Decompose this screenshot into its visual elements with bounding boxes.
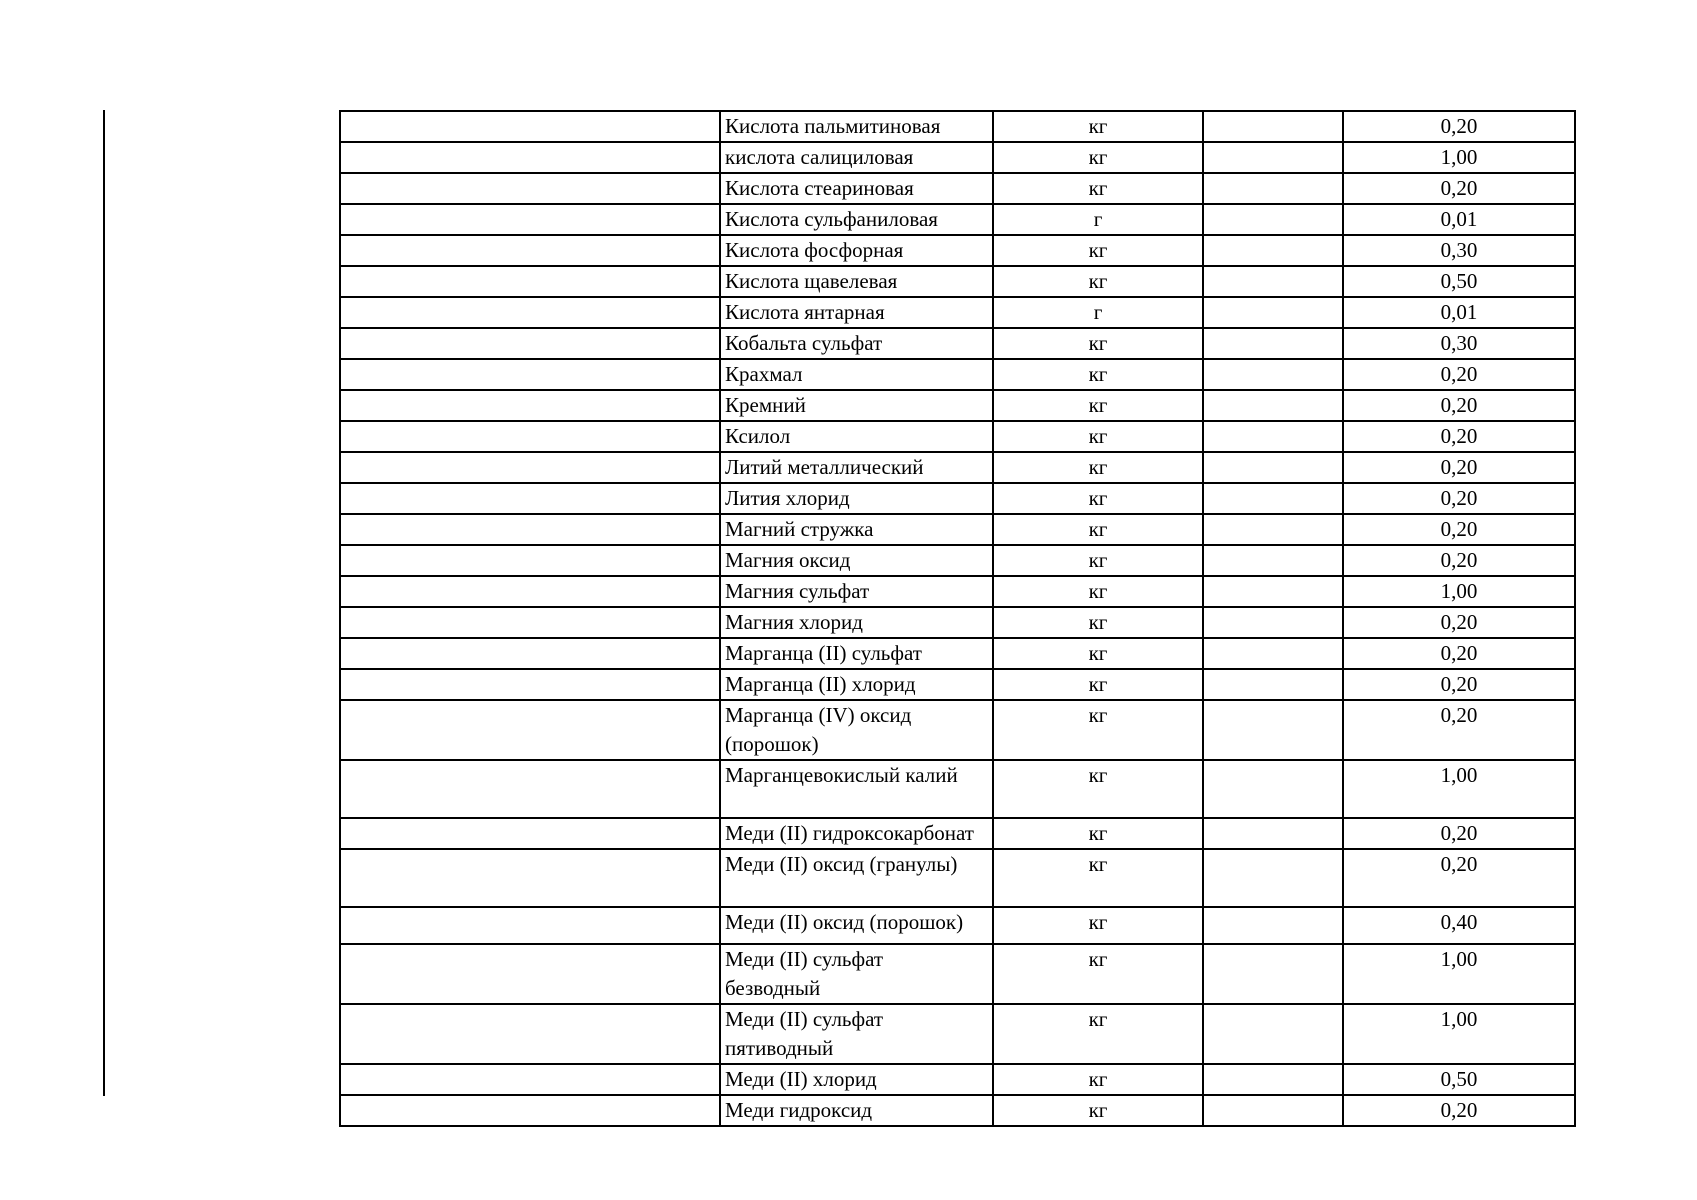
table-row [340, 514, 1575, 545]
table-row [340, 669, 1575, 700]
reagent-name-cell: Кислота стеариновая [720, 173, 993, 204]
table-row [340, 235, 1575, 266]
empty-cell [340, 1095, 720, 1126]
quantity-cell: 0,20 [1343, 514, 1575, 545]
table-row [340, 421, 1575, 452]
unit-cell: кг [993, 514, 1203, 545]
reagents-table [339, 110, 1576, 1127]
empty-cell [340, 111, 720, 142]
unit-cell: кг [993, 545, 1203, 576]
unit-cell: кг [993, 173, 1203, 204]
empty-cell [1203, 359, 1343, 390]
reagent-name-cell [720, 700, 993, 760]
empty-cell [1203, 849, 1343, 907]
quantity-cell: 0,01 [1343, 204, 1575, 235]
table-row [340, 944, 1575, 1004]
empty-cell [340, 700, 720, 760]
table-row [340, 452, 1575, 483]
empty-cell [1203, 235, 1343, 266]
unit-cell: кг [993, 1004, 1203, 1064]
empty-cell [1203, 266, 1343, 297]
name-line: Меди (II) сульфат [725, 947, 884, 971]
quantity-cell: 0,20 [1343, 607, 1575, 638]
table-row [340, 638, 1575, 669]
table-row [340, 204, 1575, 235]
quantity-cell: 0,20 [1343, 173, 1575, 204]
reagent-name-cell: кислота салициловая [720, 142, 993, 173]
table-row [340, 907, 1575, 944]
name-line: безводный [725, 976, 821, 1000]
empty-cell [340, 390, 720, 421]
empty-cell [340, 266, 720, 297]
empty-cell [1203, 421, 1343, 452]
empty-cell [1203, 545, 1343, 576]
quantity-cell: 1,00 [1343, 1004, 1575, 1064]
empty-cell [1203, 173, 1343, 204]
quantity-cell: 0,20 [1343, 1095, 1575, 1126]
table-row [340, 576, 1575, 607]
empty-cell [1203, 669, 1343, 700]
empty-cell [340, 944, 720, 1004]
empty-cell [1203, 576, 1343, 607]
empty-cell [1203, 111, 1343, 142]
reagent-name-cell [720, 944, 993, 1004]
unit-cell: кг [993, 359, 1203, 390]
unit-cell: г [993, 204, 1203, 235]
table-row [340, 545, 1575, 576]
empty-cell [1203, 760, 1343, 818]
unit-cell: кг [993, 235, 1203, 266]
unit-cell: кг [993, 390, 1203, 421]
quantity-cell: 0,20 [1343, 483, 1575, 514]
quantity-cell: 0,50 [1343, 266, 1575, 297]
table-row [340, 111, 1575, 142]
empty-cell [1203, 944, 1343, 1004]
quantity-cell: 0,40 [1343, 907, 1575, 944]
quantity-cell: 0,20 [1343, 669, 1575, 700]
empty-cell [340, 760, 720, 818]
reagent-name-cell: Магния оксид [720, 545, 993, 576]
empty-cell [340, 328, 720, 359]
empty-cell [340, 638, 720, 669]
reagent-name-cell: Литий металлический [720, 452, 993, 483]
reagent-name-cell: Меди (II) оксид (гранулы) [720, 849, 993, 907]
reagent-name-cell: Кислота янтарная [720, 297, 993, 328]
empty-cell [340, 576, 720, 607]
empty-cell [1203, 907, 1343, 944]
empty-cell [1203, 607, 1343, 638]
reagent-name-cell: Магния сульфат [720, 576, 993, 607]
unit-cell: кг [993, 907, 1203, 944]
reagent-name-cell: Кобальта сульфат [720, 328, 993, 359]
unit-cell: кг [993, 700, 1203, 760]
empty-cell [1203, 297, 1343, 328]
empty-cell [340, 452, 720, 483]
reagent-name-cell: Меди (II) оксид (порошок) [720, 907, 993, 944]
unit-cell: кг [993, 328, 1203, 359]
unit-cell: кг [993, 266, 1203, 297]
quantity-cell: 1,00 [1343, 944, 1575, 1004]
left-margin-rule [103, 110, 105, 1096]
table-row [340, 818, 1575, 849]
unit-cell: кг [993, 483, 1203, 514]
unit-cell: кг [993, 669, 1203, 700]
empty-cell [1203, 483, 1343, 514]
empty-cell [340, 142, 720, 173]
table-row [340, 1095, 1575, 1126]
table-row [340, 142, 1575, 173]
unit-cell: кг [993, 849, 1203, 907]
quantity-cell: 0,01 [1343, 297, 1575, 328]
table-row [340, 1064, 1575, 1095]
empty-cell [340, 204, 720, 235]
empty-cell [1203, 452, 1343, 483]
name-line: Марганца (IV) оксид [725, 703, 912, 727]
reagent-name-cell: Кислота пальмитиновая [720, 111, 993, 142]
quantity-cell: 1,00 [1343, 142, 1575, 173]
reagent-name-cell: Меди гидроксид [720, 1095, 993, 1126]
name-line: (порошок) [725, 732, 819, 756]
unit-cell: кг [993, 818, 1203, 849]
unit-cell: кг [993, 421, 1203, 452]
table-row [340, 266, 1575, 297]
reagent-name-cell: Кислота сульфаниловая [720, 204, 993, 235]
table-row [340, 700, 1575, 760]
table-row [340, 297, 1575, 328]
reagent-name-cell: Марганца (II) хлорид [720, 669, 993, 700]
quantity-cell: 0,20 [1343, 390, 1575, 421]
unit-cell: кг [993, 760, 1203, 818]
empty-cell [340, 907, 720, 944]
reagent-name-cell: Марганца (II) сульфат [720, 638, 993, 669]
reagent-name-cell: Лития хлорид [720, 483, 993, 514]
empty-cell [1203, 638, 1343, 669]
unit-cell: г [993, 297, 1203, 328]
table-row [340, 390, 1575, 421]
quantity-cell: 1,00 [1343, 576, 1575, 607]
unit-cell: кг [993, 1064, 1203, 1095]
empty-cell [1203, 818, 1343, 849]
unit-cell: кг [993, 944, 1203, 1004]
empty-cell [340, 514, 720, 545]
empty-cell [1203, 1064, 1343, 1095]
reagent-name-cell: Крахмал [720, 359, 993, 390]
quantity-cell: 0,20 [1343, 421, 1575, 452]
empty-cell [340, 849, 720, 907]
table-row [340, 359, 1575, 390]
empty-cell [340, 421, 720, 452]
quantity-cell: 0,20 [1343, 545, 1575, 576]
reagent-name-cell [720, 1004, 993, 1064]
empty-cell [1203, 514, 1343, 545]
quantity-cell: 0,20 [1343, 111, 1575, 142]
unit-cell: кг [993, 142, 1203, 173]
reagent-name-cell: Меди (II) хлорид [720, 1064, 993, 1095]
quantity-cell: 0,20 [1343, 359, 1575, 390]
empty-cell [340, 818, 720, 849]
quantity-cell: 0,30 [1343, 328, 1575, 359]
reagent-name-cell: Магний стружка [720, 514, 993, 545]
empty-cell [1203, 700, 1343, 760]
unit-cell: кг [993, 1095, 1203, 1126]
unit-cell: кг [993, 111, 1203, 142]
empty-cell [340, 1004, 720, 1064]
empty-cell [340, 359, 720, 390]
quantity-cell: 0,20 [1343, 849, 1575, 907]
empty-cell [1203, 1095, 1343, 1126]
empty-cell [340, 545, 720, 576]
quantity-cell: 0,20 [1343, 700, 1575, 760]
reagent-name-cell: Магния хлорид [720, 607, 993, 638]
quantity-cell: 0,50 [1343, 1064, 1575, 1095]
empty-cell [1203, 328, 1343, 359]
empty-cell [340, 297, 720, 328]
empty-cell [340, 1064, 720, 1095]
reagent-name-cell: Кремний [720, 390, 993, 421]
empty-cell [1203, 204, 1343, 235]
empty-cell [1203, 142, 1343, 173]
empty-cell [340, 607, 720, 638]
reagent-name-cell: Марганцевокислый калий [720, 760, 993, 818]
quantity-cell: 0,20 [1343, 452, 1575, 483]
table-row [340, 760, 1575, 818]
quantity-cell: 0,30 [1343, 235, 1575, 266]
quantity-cell: 0,20 [1343, 638, 1575, 669]
name-line: пятиводный [725, 1036, 834, 1060]
empty-cell [340, 669, 720, 700]
table-row [340, 607, 1575, 638]
reagent-name-cell: Меди (II) гидроксокарбонат [720, 818, 993, 849]
reagent-name-cell: Кислота щавелевая [720, 266, 993, 297]
unit-cell: кг [993, 576, 1203, 607]
table-row [340, 483, 1575, 514]
unit-cell: кг [993, 638, 1203, 669]
quantity-cell: 1,00 [1343, 760, 1575, 818]
empty-cell [1203, 1004, 1343, 1064]
table-row [340, 173, 1575, 204]
quantity-cell: 0,20 [1343, 818, 1575, 849]
reagent-name-cell: Ксилол [720, 421, 993, 452]
empty-cell [1203, 390, 1343, 421]
unit-cell: кг [993, 607, 1203, 638]
empty-cell [340, 235, 720, 266]
table-row [340, 328, 1575, 359]
name-line: Меди (II) сульфат [725, 1007, 884, 1031]
table-row [340, 849, 1575, 907]
unit-cell: кг [993, 452, 1203, 483]
table-row [340, 1004, 1575, 1064]
empty-cell [340, 173, 720, 204]
reagent-name-cell: Кислота фосфорная [720, 235, 993, 266]
empty-cell [340, 483, 720, 514]
